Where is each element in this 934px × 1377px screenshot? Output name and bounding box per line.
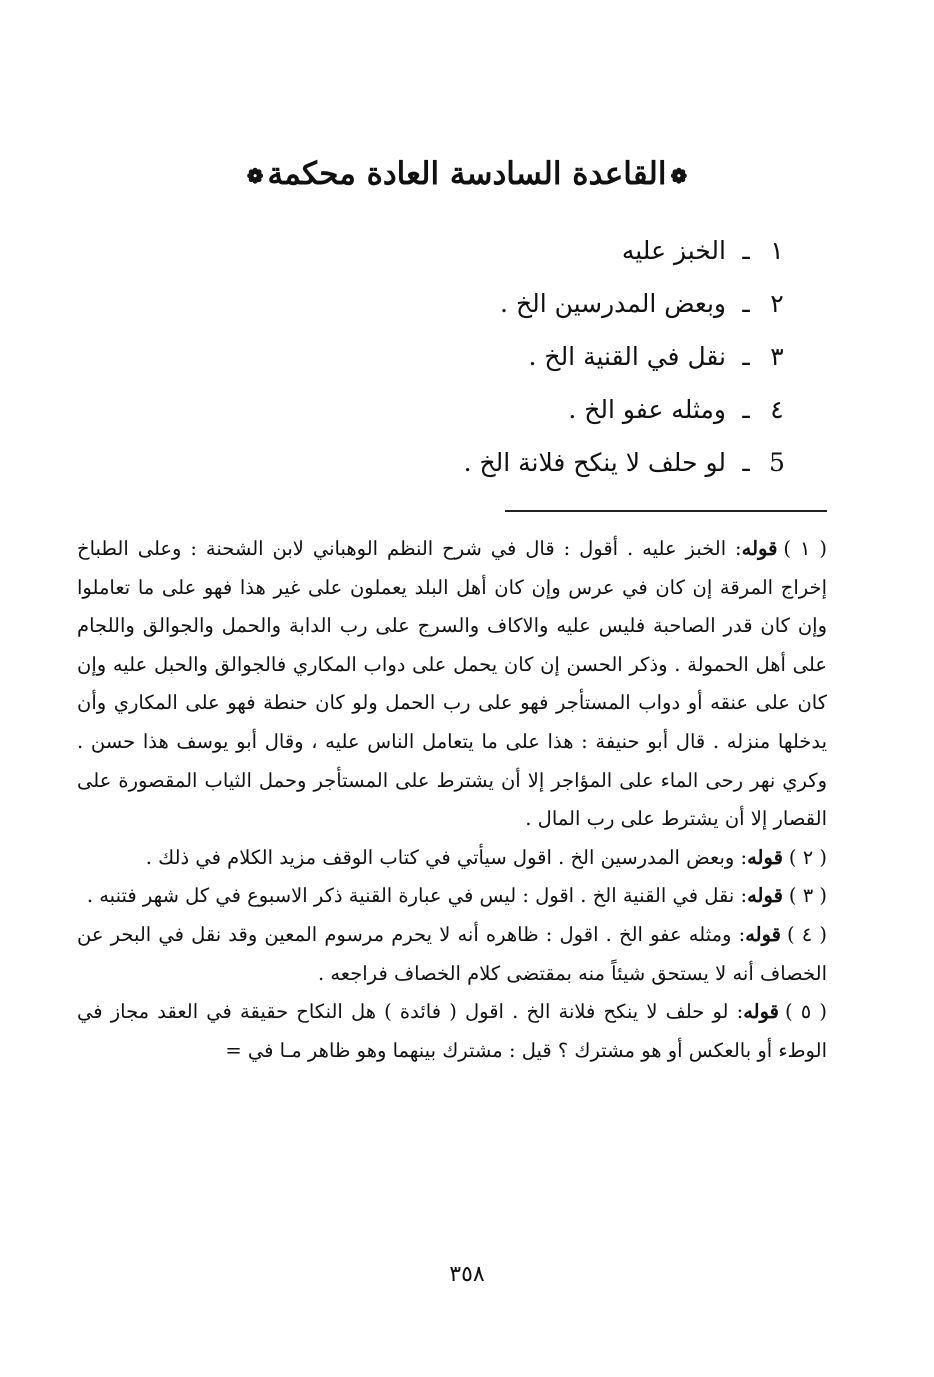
list-item [228, 277, 788, 330]
footnote [77, 530, 827, 839]
footnote-keyword: قوله [743, 1000, 779, 1024]
item-dash: ـ [742, 342, 750, 371]
item-number: 5 [769, 448, 785, 477]
footnote [77, 916, 827, 993]
list-item [228, 383, 788, 436]
footnote-text: : وبعض المدرسين الخ . اقول سيأتي في كتاب الوقف مزيد الكلام في ذلك . [145, 845, 748, 869]
footnote-mark: ( ٥ ) [784, 1000, 827, 1024]
title-text: القاعدة السادسة العادة محكمة [267, 156, 667, 192]
footnote-text: : نقل في القنية الخ . اقول : ليس في عبارة القنية ذكر الاسبوع في كل شهر فتنبه . [86, 884, 748, 908]
item-number: ٣ [770, 342, 784, 371]
footnote-keyword: قوله [747, 884, 783, 908]
footnote-text: : لو حلف لا ينكح فلانة الخ . اقول ( فائدة ) هل النكاح حقيقة في العقد مجاز في الوطء أو بالعكس أو هو مشترك ؟ قيل : مشترك بينهما وهو ظاهر مـا في = [77, 1000, 827, 1062]
item-number: ٤ [770, 395, 784, 424]
item-dash: ـ [742, 448, 750, 477]
item-text: وبعض المدرسين الخ . [500, 289, 726, 318]
footnote-mark: ( ٣ ) [788, 884, 827, 908]
item-dash: ـ [742, 289, 750, 318]
list-item [228, 436, 788, 489]
ornament-right-icon: ❁ [670, 163, 688, 188]
item-number: ٢ [770, 289, 784, 318]
footnote [77, 993, 827, 1070]
item-text: لو حلف لا ينكح فلانة الخ . [463, 448, 726, 477]
footnote-mark: ( ٤ ) [786, 922, 827, 946]
page-number: ٣٥٨ [449, 1262, 485, 1287]
item-dash: ـ [742, 236, 750, 265]
page-title [160, 146, 774, 204]
footnote [77, 877, 827, 916]
footnote-divider [505, 510, 827, 512]
numbered-list [228, 224, 788, 489]
footnote-mark: ( ٢ ) [788, 845, 827, 869]
footnotes [77, 530, 827, 1070]
footnote-text: : الخبز عليه . أقول : قال في شرح النظم الوهباني لابن الشحنة : وعلى الطباخ إخراج المرقة إن كان في عرس وإن كان أهل البلد يعملون على غير هذا فهو على ما تعاملوا وإن كان قدر الصاحبة فليس عليه والاكاف والسرج على رب الدابة والحمل والجوالق واللجام على أهل الحمولة . وذكر الحسن إن كان يحمل على دواب المكاري فالجوالق والحبل عليه وإن كان على عنقه أو دواب المستأجر فهو على رب الحمل ولو كان حنطة فهو على المكاري وأن يدخلها منزله . قال أبو حنيفة : هذا على ما يتعامل الناس عليه ، وقال أبو يوسف هذا حسن . وكري نهر رحى الماء على المؤاجر إلا أن يشترط على المستأجر وحمل الثياب المقصورة على القصار إلا أن يشترط على رب المال . [77, 537, 827, 831]
footnote-text: : ومثله عفو الخ . اقول : ظاهره أنه لا يحرم مرسوم المعين وقد نقل في البحر عن الخصاف أنه لا يستحق شيئاً منه بمقتضى كلام الخصاف فراجعه . [77, 922, 827, 985]
list-item [228, 224, 788, 277]
footnote-keyword: قوله [747, 845, 783, 869]
footnote [77, 839, 827, 878]
item-dash: ـ [742, 395, 750, 424]
ornament-left-icon: ❁ [246, 163, 264, 188]
item-number: ١ [770, 236, 784, 265]
item-text: ومثله عفو الخ . [568, 395, 726, 424]
list-item [228, 330, 788, 383]
footnote-keyword: قوله [741, 537, 778, 560]
item-text: نقل في القنية الخ . [528, 342, 726, 371]
item-text: الخبز عليه [621, 236, 726, 265]
footnote-keyword: قوله [745, 922, 781, 946]
footnote-mark: ( ١ ) [783, 537, 827, 560]
